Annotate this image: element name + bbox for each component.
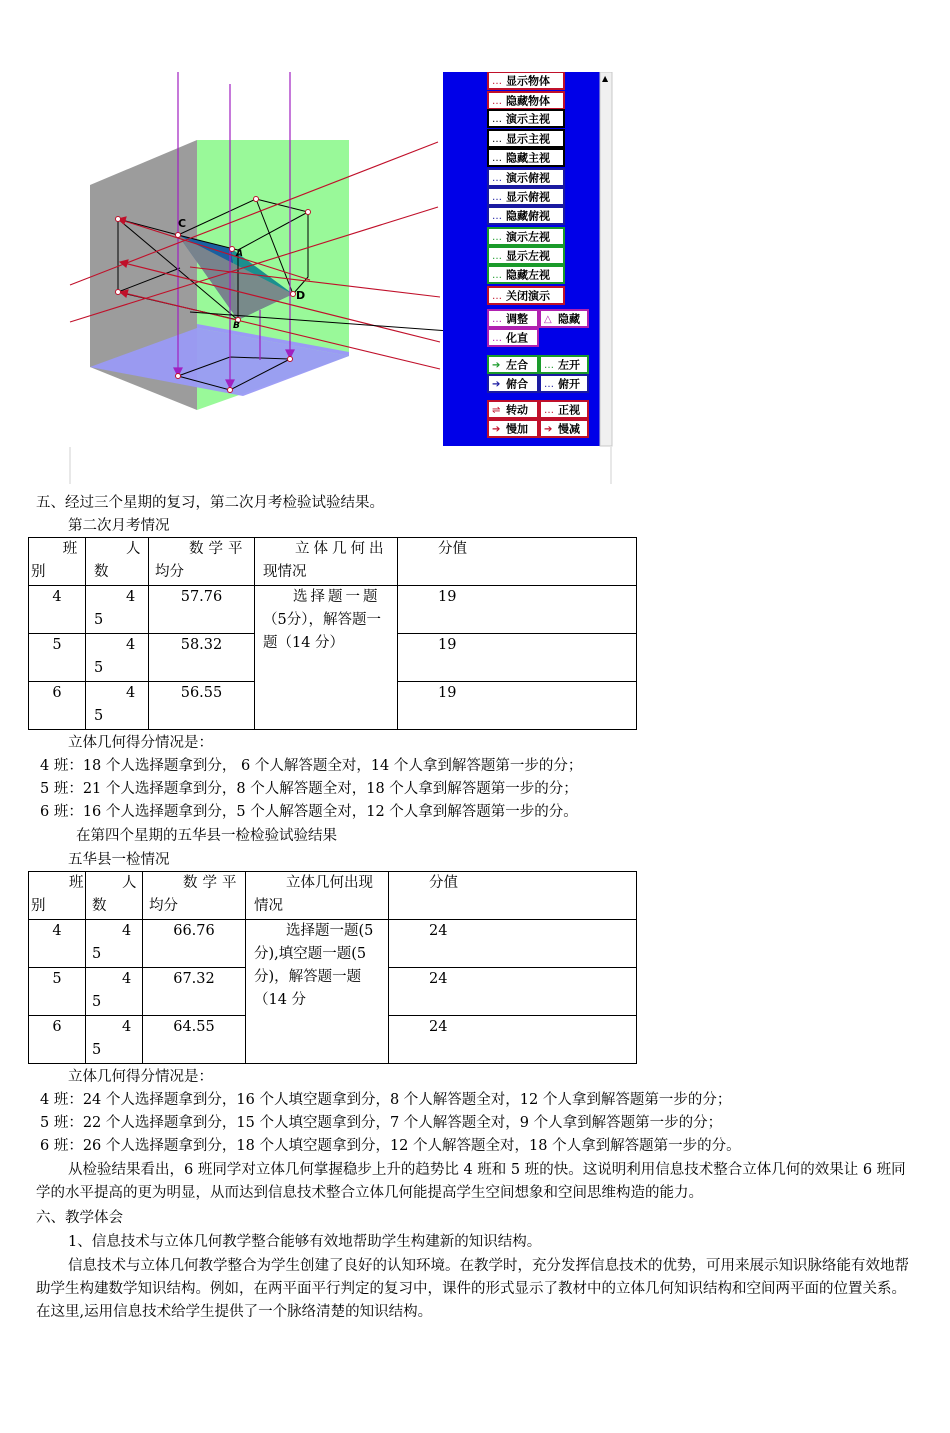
button-glyph-icon: ➔ bbox=[544, 424, 553, 435]
cell-count: 4 5 bbox=[86, 968, 143, 1016]
cell-score: 24 bbox=[389, 968, 637, 1016]
cell-avg: 67.32 bbox=[143, 968, 246, 1016]
button-glyph-icon: … bbox=[492, 333, 502, 344]
button-label: 隐藏左视 bbox=[506, 268, 550, 282]
button-glyph-icon: … bbox=[492, 270, 502, 281]
section5-heading: 五、经过三个星期的复习，第二次月考检验试验结果。 bbox=[36, 495, 384, 511]
point-label-d: D bbox=[296, 289, 306, 302]
table1-caption: 第二次月考情况 bbox=[68, 518, 170, 534]
button-glyph-icon: ➔ bbox=[492, 424, 501, 435]
button-glyph-icon: … bbox=[492, 314, 502, 325]
button-label: 显示俯视 bbox=[506, 190, 550, 204]
button-glyph-icon: … bbox=[492, 114, 502, 125]
header-count: 人 数 bbox=[86, 538, 149, 586]
table-row bbox=[29, 586, 637, 634]
button-glyph-icon: … bbox=[492, 173, 502, 184]
panel-button-17[interactable] bbox=[540, 356, 588, 373]
button-label: 左合 bbox=[506, 358, 528, 372]
section6-point1: 1、信息技术与立体几何教学整合能够有效地帮助学生构建新的知识结构。 bbox=[68, 1234, 542, 1250]
cell-avg: 57.76 bbox=[149, 586, 255, 634]
panel-button-14[interactable] bbox=[540, 310, 588, 327]
panel-button-15[interactable] bbox=[488, 329, 538, 346]
panel-button-2[interactable] bbox=[488, 92, 564, 109]
geometry-canvas bbox=[60, 72, 615, 484]
button-label: 化直 bbox=[506, 331, 528, 345]
button-glyph-icon: … bbox=[492, 153, 502, 164]
header-situation: 立体几何出 现情况 bbox=[255, 538, 398, 586]
button-glyph-icon: … bbox=[492, 192, 502, 203]
button-label: 俯开 bbox=[558, 377, 580, 391]
panel-button-13[interactable] bbox=[488, 310, 538, 327]
button-label: 关闭演示 bbox=[506, 289, 550, 303]
point-label-b: B bbox=[233, 321, 240, 331]
header-count: 人 数 bbox=[86, 872, 143, 920]
button-glyph-icon: … bbox=[544, 405, 554, 416]
panel-button-1[interactable] bbox=[488, 72, 564, 89]
button-label: 转动 bbox=[506, 403, 528, 417]
cell-class: 5 bbox=[29, 634, 86, 682]
summary2-title: 立体几何得分情况是： bbox=[68, 1069, 213, 1085]
panel-button-7[interactable] bbox=[488, 188, 564, 205]
cell-score: 19 bbox=[398, 634, 637, 682]
section6-body: 信息技术与立体几何教学整合为学生创建了良好的认知环境。在教学时，充分发挥信息技术的优势，可用来展示知识脉络能有效地帮助学生构建数学知识结构。例如，在两平面平行判定的复习中，课件的形式显示了教材中的立体几何知识结构和空间两平面的位置关系。在这里,运用信息技术给学生提供了一个脉络清楚的知识结构。 bbox=[36, 1258, 909, 1320]
summary1-line: 5 班：21 个人选择题拿到分，8 个人解答题全对，18 个人拿到解答题第一步的分； bbox=[40, 781, 578, 797]
conclusion-paragraph: 从检验结果看出，6 班同学对立体几何掌握稳步上升的趋势比 4 班和 5 班的快。这说明利用信息技术整合立体几何的效果让 6 班同学的水平提高的更为明显，从而达到信息技术整合立体几何能提高学生空间想象和空间思维构造的能力。 bbox=[36, 1162, 906, 1201]
panel-button-21[interactable] bbox=[540, 401, 588, 418]
table-second-monthly-exam bbox=[28, 537, 637, 730]
button-label: 隐藏主视 bbox=[506, 151, 550, 165]
cell-score: 19 bbox=[398, 682, 637, 730]
summary2-line: 5 班：22 个人选择题拿到分，15 个人填空题拿到分，7 个人解答题全对，9 个人拿到解答题第一步的分； bbox=[40, 1115, 723, 1131]
intro-second-test: 在第四个星期的五华县一检检验试验结果 bbox=[76, 828, 337, 844]
cell-class: 4 bbox=[29, 920, 86, 968]
header-avg: 数学平 均分 bbox=[149, 538, 255, 586]
cell-count: 4 5 bbox=[86, 682, 149, 730]
header-class: 班 别 bbox=[29, 538, 86, 586]
button-glyph-icon: … bbox=[492, 96, 502, 107]
header-score: 分值 bbox=[389, 872, 637, 920]
button-glyph-icon: … bbox=[544, 379, 554, 390]
section6-heading: 六、教学体会 bbox=[36, 1210, 123, 1226]
cell-avg: 56.55 bbox=[149, 682, 255, 730]
header-situation: 立体几何出现 情况 bbox=[246, 872, 389, 920]
table-county-exam bbox=[28, 871, 637, 1064]
cell-count: 4 5 bbox=[86, 634, 149, 682]
summary1-title: 立体几何得分情况是： bbox=[68, 735, 213, 751]
panel-button-8[interactable] bbox=[488, 207, 564, 224]
panel-button-9[interactable] bbox=[488, 228, 564, 245]
button-glyph-icon: … bbox=[492, 232, 502, 243]
panel-button-19[interactable] bbox=[540, 375, 588, 392]
cell-class: 4 bbox=[29, 586, 86, 634]
cell-score: 24 bbox=[389, 920, 637, 968]
panel-button-12[interactable] bbox=[488, 287, 564, 304]
button-label: 调整 bbox=[506, 312, 528, 326]
panel-button-18[interactable] bbox=[488, 375, 538, 392]
button-label: 演示左视 bbox=[506, 230, 550, 244]
button-glyph-icon: … bbox=[492, 251, 502, 262]
table2-caption: 五华县一检情况 bbox=[68, 852, 170, 868]
button-glyph-icon: … bbox=[544, 360, 554, 371]
button-glyph-icon: … bbox=[492, 291, 502, 302]
panel-scrollbar bbox=[600, 72, 612, 446]
cell-class: 5 bbox=[29, 968, 86, 1016]
button-label: 左开 bbox=[558, 358, 580, 372]
button-glyph-icon: ⇌ bbox=[492, 405, 501, 416]
panel-button-6[interactable] bbox=[488, 169, 564, 186]
panel-button-11[interactable] bbox=[488, 266, 564, 283]
cell-class: 6 bbox=[29, 682, 86, 730]
button-label: 隐藏 bbox=[558, 312, 580, 326]
summary2-line: 6 班：26 个人选择题拿到分，18 个人填空题拿到分，12 个人解答题全对，18 个人拿到解答题第一步的分。 bbox=[40, 1138, 741, 1154]
cell-class: 6 bbox=[29, 1016, 86, 1064]
panel-button-10[interactable] bbox=[488, 247, 564, 264]
button-glyph-icon: ➔ bbox=[492, 360, 501, 371]
button-label: 正视 bbox=[558, 403, 580, 417]
point-label-c: C bbox=[178, 217, 187, 230]
panel-button-16[interactable] bbox=[488, 356, 538, 373]
button-glyph-icon: ➔ bbox=[492, 379, 501, 390]
button-glyph-icon: … bbox=[492, 211, 502, 222]
button-label: 演示主视 bbox=[506, 112, 550, 126]
summary1-line: 4 班：18 个人选择题拿到分， 6 个人解答题全对，14 个人拿到解答题第一步的分； bbox=[40, 758, 583, 774]
cell-situation: 选择题一题 （5分），解答题一 题（14 分） bbox=[255, 586, 398, 730]
summary2-line: 4 班：24 个人选择题拿到分，16 个人填空题拿到分，8 个人解答题全对，12 个人拿到解答题第一步的分； bbox=[40, 1092, 732, 1108]
panel-button-5[interactable] bbox=[488, 149, 564, 166]
button-glyph-icon: △ bbox=[544, 314, 552, 325]
header-score: 分值 bbox=[398, 538, 637, 586]
button-label: 演示俯视 bbox=[506, 171, 550, 185]
cell-score: 19 bbox=[398, 586, 637, 634]
cell-avg: 66.76 bbox=[143, 920, 246, 968]
button-glyph-icon: … bbox=[492, 76, 502, 87]
point-label-a: A bbox=[236, 249, 243, 259]
button-label: 慢加 bbox=[506, 422, 528, 436]
geometry-courseware-figure bbox=[60, 72, 615, 484]
cell-avg: 58.32 bbox=[149, 634, 255, 682]
cell-score: 24 bbox=[389, 1016, 637, 1064]
button-glyph-icon: … bbox=[492, 134, 502, 145]
button-label: 隐藏物体 bbox=[506, 94, 550, 108]
summary1-line: 6 班：16 个人选择题拿到分，5 个人解答题全对，12 个人拿到解答题第一步的分。 bbox=[40, 804, 578, 820]
button-label: 隐藏俯视 bbox=[506, 209, 550, 223]
button-label: 显示左视 bbox=[506, 249, 550, 263]
panel-button-3[interactable] bbox=[488, 110, 564, 127]
panel-button-22[interactable] bbox=[488, 420, 538, 437]
cell-count: 4 5 bbox=[86, 1016, 143, 1064]
table-row bbox=[29, 920, 637, 968]
button-label: 显示物体 bbox=[506, 74, 550, 88]
scroll-up-arrow[interactable]: ▲ bbox=[602, 74, 609, 83]
cell-count: 4 5 bbox=[86, 586, 149, 634]
panel-button-4[interactable] bbox=[488, 130, 564, 147]
panel-button-23[interactable] bbox=[540, 420, 588, 437]
panel-button-20[interactable] bbox=[488, 401, 538, 418]
cell-avg: 64.55 bbox=[143, 1016, 246, 1064]
header-avg: 数学平 均分 bbox=[143, 872, 246, 920]
header-class: 班 别 bbox=[29, 872, 86, 920]
button-label: 显示主视 bbox=[506, 132, 550, 146]
cell-count: 4 5 bbox=[86, 920, 143, 968]
cell-situation: 选择题一题(5 分),填空题一题(5 分)，解答题一题 （14 分 bbox=[246, 920, 389, 1064]
button-label: 慢减 bbox=[558, 422, 580, 436]
button-label: 俯合 bbox=[506, 377, 528, 391]
